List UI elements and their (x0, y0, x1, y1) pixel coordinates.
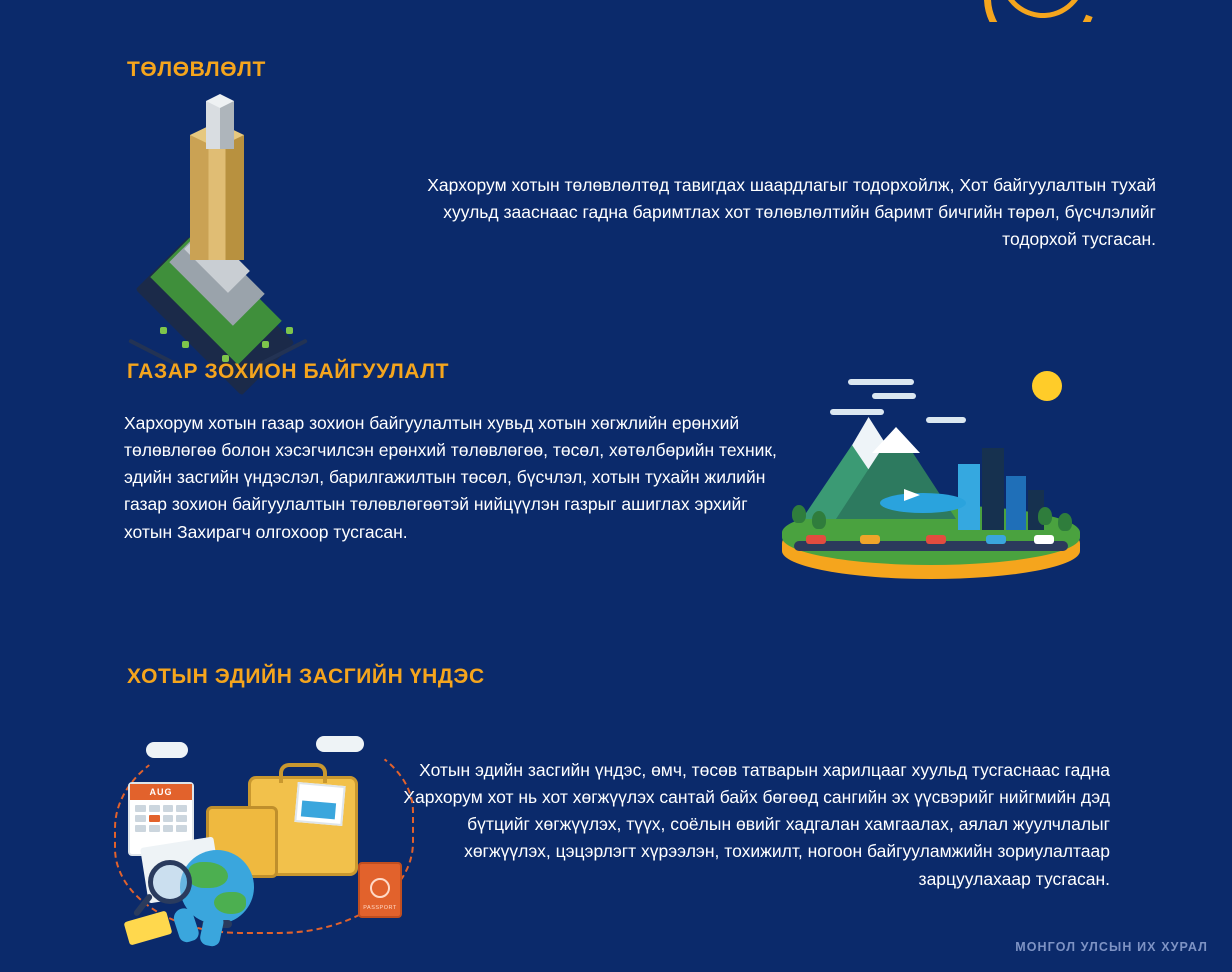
passport-label: PASSPORT (363, 905, 397, 911)
calendar-cell (163, 815, 174, 822)
tower-tree-dot (286, 327, 293, 334)
car (986, 535, 1006, 544)
tower-body (190, 135, 244, 260)
tower-tree-dot (160, 327, 167, 334)
tree (792, 505, 806, 523)
magnifier-icon (148, 860, 192, 904)
car (860, 535, 880, 544)
calendar-cell (176, 815, 187, 822)
calendar-cell (135, 805, 146, 812)
calendar-cell (149, 825, 160, 832)
calendar-cell (135, 815, 146, 822)
calendar-cell (163, 805, 174, 812)
calendar-cell (135, 825, 146, 832)
cloud (316, 736, 364, 752)
building (958, 464, 980, 530)
tower-tree-dot (262, 341, 269, 348)
travel-luggage-illustration (110, 720, 420, 945)
lake (880, 493, 966, 513)
car (1034, 535, 1054, 544)
section-economy-body: Хотын эдийн засгийн үндэс, өмч, төсөв татварын харилцааг хуульд тусгаснаас гадна Хархорум хот нь хот хөгжүүлэх сантай байх бөгөөд сангийн эх үүсвэрийг нийгмийн дэд бүтцийг хөгжүүлэх, түүх, соёлын өвийг хадгалан хамгаалах, аялал жуулчлалыг хөгжүүлэх, цэцэрлэгт хүрээлэн, тохижилт, ногоон байгууламжийн зориулалтаар зарцуулахаар тусгасан. (403, 760, 1110, 889)
section-economy-title: ХОТЫН ЭДИЙН ЗАСГИЙН ҮНДЭС (127, 665, 485, 688)
tower-tree-dot (182, 341, 189, 348)
tree (1058, 513, 1072, 531)
tree (812, 511, 826, 529)
calendar-cell (149, 805, 160, 812)
footer-brand: МОНГОЛ УЛСЫН ИХ ХУРАЛ (1015, 940, 1208, 954)
section-planning-body: Хархорум хотын төлөвлөлтөд тавигдах шаардлагыг тодорхойлж, Хот байгуулалтын тухай хуульд зааснаас гадна баримтлах хот төлөвлөлтийн баримт бичгийн төрөл, бүсчлэлийг тодорхой тусгасан. (427, 175, 1156, 250)
section-land-title: ГАЗАР ЗОХИОН БАЙГУУЛАЛТ (127, 360, 450, 383)
tower-top-block (206, 101, 234, 149)
calendar-cell (176, 825, 187, 832)
tree (1038, 507, 1052, 525)
cloud-line (830, 409, 884, 415)
cloud-line (872, 393, 916, 399)
car (926, 535, 946, 544)
calendar-cell (163, 825, 174, 832)
section-planning-title: ТӨЛӨВЛӨЛТ (127, 58, 266, 81)
cloud-line (848, 379, 914, 385)
sun-icon (1032, 371, 1062, 401)
calendar-cell-active (149, 815, 160, 822)
passport-icon (358, 862, 402, 918)
airplane-icon (904, 489, 920, 501)
building (1006, 476, 1026, 530)
building (982, 448, 1004, 530)
calendar-cell (176, 805, 187, 812)
city-landscape-illustration (776, 365, 1086, 600)
isometric-tower-illustration (120, 145, 380, 340)
cloud-line (926, 417, 966, 423)
section-land-body: Хархорум хотын газар зохион байгуулалтын хувьд хотын хөгжлийн ерөнхий төлөвлөгөө болон хэсэгчилсэн ерөнхий төлөвлөгөө, төсөл, хөтөлбөрийн техник, эдийн засгийн үндэслэл, барилгажилтын төсөл, бүсчлэл, хотын тухайн жилийн газар зохион байгуулалтын төлөвлөгөөтэй нийцүүлэн газрыг ашиглах эрхийг хотын Захирагч олгохоор тусгасан. (124, 413, 777, 542)
cloud (146, 742, 188, 758)
calendar-month-label: AUG (130, 784, 192, 800)
car (806, 535, 826, 544)
decorative-arc-graphic (966, 0, 1116, 22)
photo-print (294, 782, 345, 826)
calendar-grid (130, 800, 192, 837)
ticket (124, 910, 173, 945)
